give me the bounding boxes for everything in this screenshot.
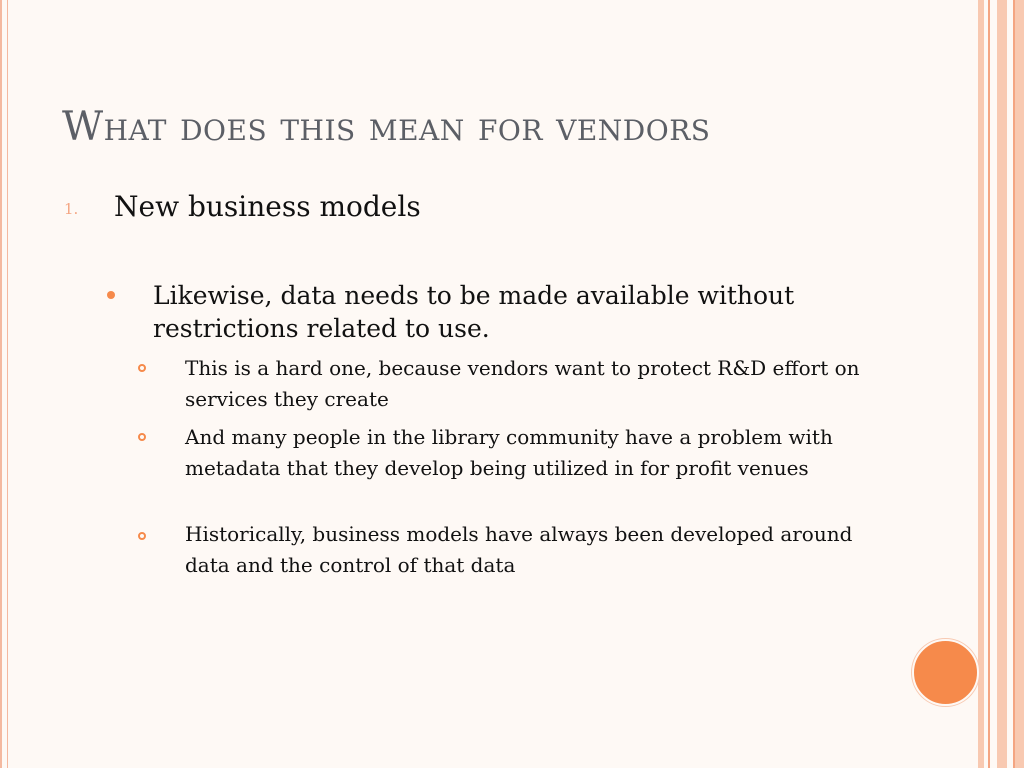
sub-bullet-text: This is a hard one, because vendors want to protect R&D effort on services they create — [185, 356, 860, 411]
bullet-text: Likewise, data needs to be made available without restrictions related to use. — [153, 281, 795, 343]
bullet-dot-icon — [107, 291, 115, 299]
decorative-circle — [912, 639, 979, 706]
list-number: 1. — [64, 200, 79, 218]
sub-bullet-ring-icon — [138, 364, 146, 372]
sub-bullet-ring-icon — [138, 532, 146, 540]
sub-bullet-text: Historically, business models have always been developed around data and the control of that data — [185, 522, 853, 577]
decorative-stripes — [978, 0, 1024, 768]
sub-bullet-ring-icon — [138, 433, 146, 441]
slide-title: What does this mean for vendors — [62, 104, 711, 150]
left-border — [0, 0, 8, 768]
heading-item: New business models — [114, 190, 421, 223]
sub-bullet-text: And many people in the library community have a problem with metadata that they develop being utilized in for profit venues — [185, 425, 833, 480]
